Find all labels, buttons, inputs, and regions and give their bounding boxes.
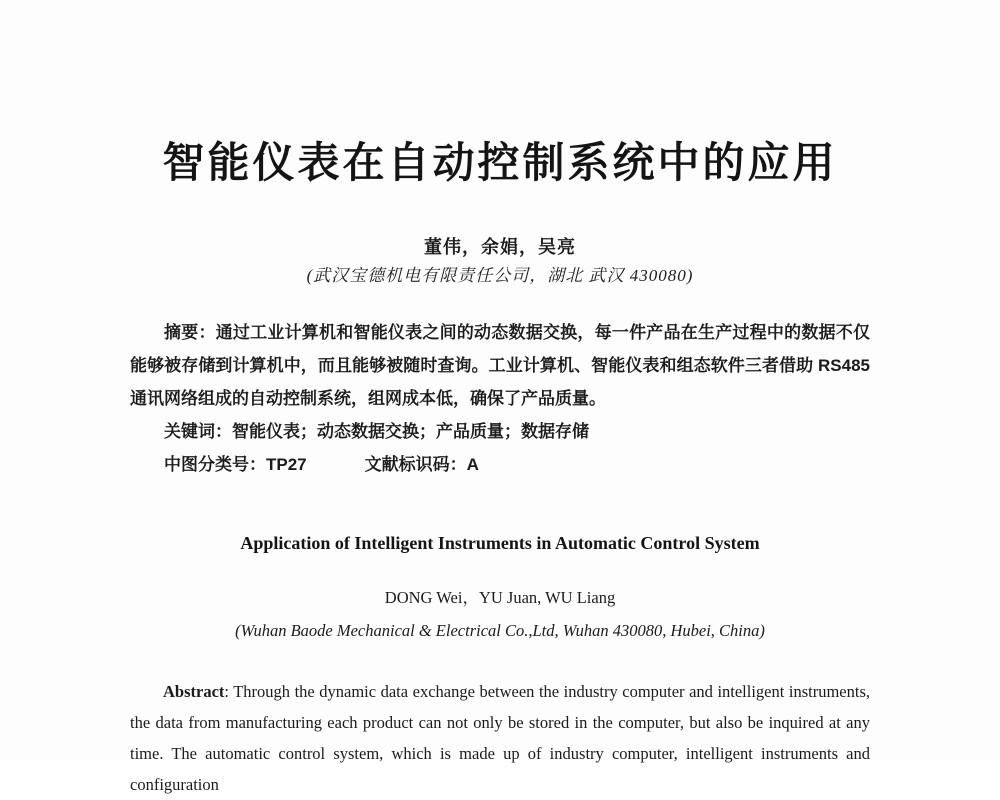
abstract-zh-label: 摘要：: [164, 323, 216, 342]
abstract-zh: [130, 316, 870, 415]
affiliation-zh: (武汉宝德机电有限责任公司，湖北 武汉 430080): [306, 266, 694, 285]
clc-label: 中图分类号：: [164, 455, 266, 474]
classification-line: [130, 448, 870, 481]
abstract-en: [130, 676, 870, 800]
keywords-zh-label: 关键词：: [164, 422, 232, 441]
authors-zh: 董伟，余娟，吴亮: [424, 237, 576, 257]
authors-en: DONG Wei，YU Juan, WU Liang: [384, 588, 616, 607]
doc-code-value: A: [466, 455, 479, 474]
paper-title-en: Application of Intelligent Instruments in Automatic Control System: [240, 533, 760, 553]
keywords-zh-text: 智能仪表；动态数据交换；产品质量；数据存储: [232, 422, 589, 441]
abstract-zh-text: 通过工业计算机和智能仪表之间的动态数据交换，每一件产品在生产过程中的数据不仅能够被存储到计算机中，而且能够被随时查询。工业计算机、智能仪表和组态软件三者借助 RS485 通讯网络组成的自动控制系统，组网成本低，确保了产品质量。: [130, 323, 871, 408]
keywords-zh: [130, 415, 870, 448]
paper-title-zh: 智能仪表在自动控制系统中的应用: [162, 141, 838, 187]
affiliation-en: (Wuhan Baode Mechanical & Electrical Co.,Ltd, Wuhan 430080, Hubei, China): [235, 621, 765, 640]
clc-value: TP27: [266, 455, 307, 474]
abstract-en-label: Abstract: [163, 682, 225, 701]
abstract-en-text: : Through the dynamic data exchange between the industry computer and intelligent instruments, the data from manufacturing each product can not only be stored in the computer, but also be inquired at any time. The automatic control system, which is made up of industry computer, intelligent instruments and configuration: [130, 682, 870, 794]
doc-code-label: 文献标识码：: [364, 455, 467, 474]
